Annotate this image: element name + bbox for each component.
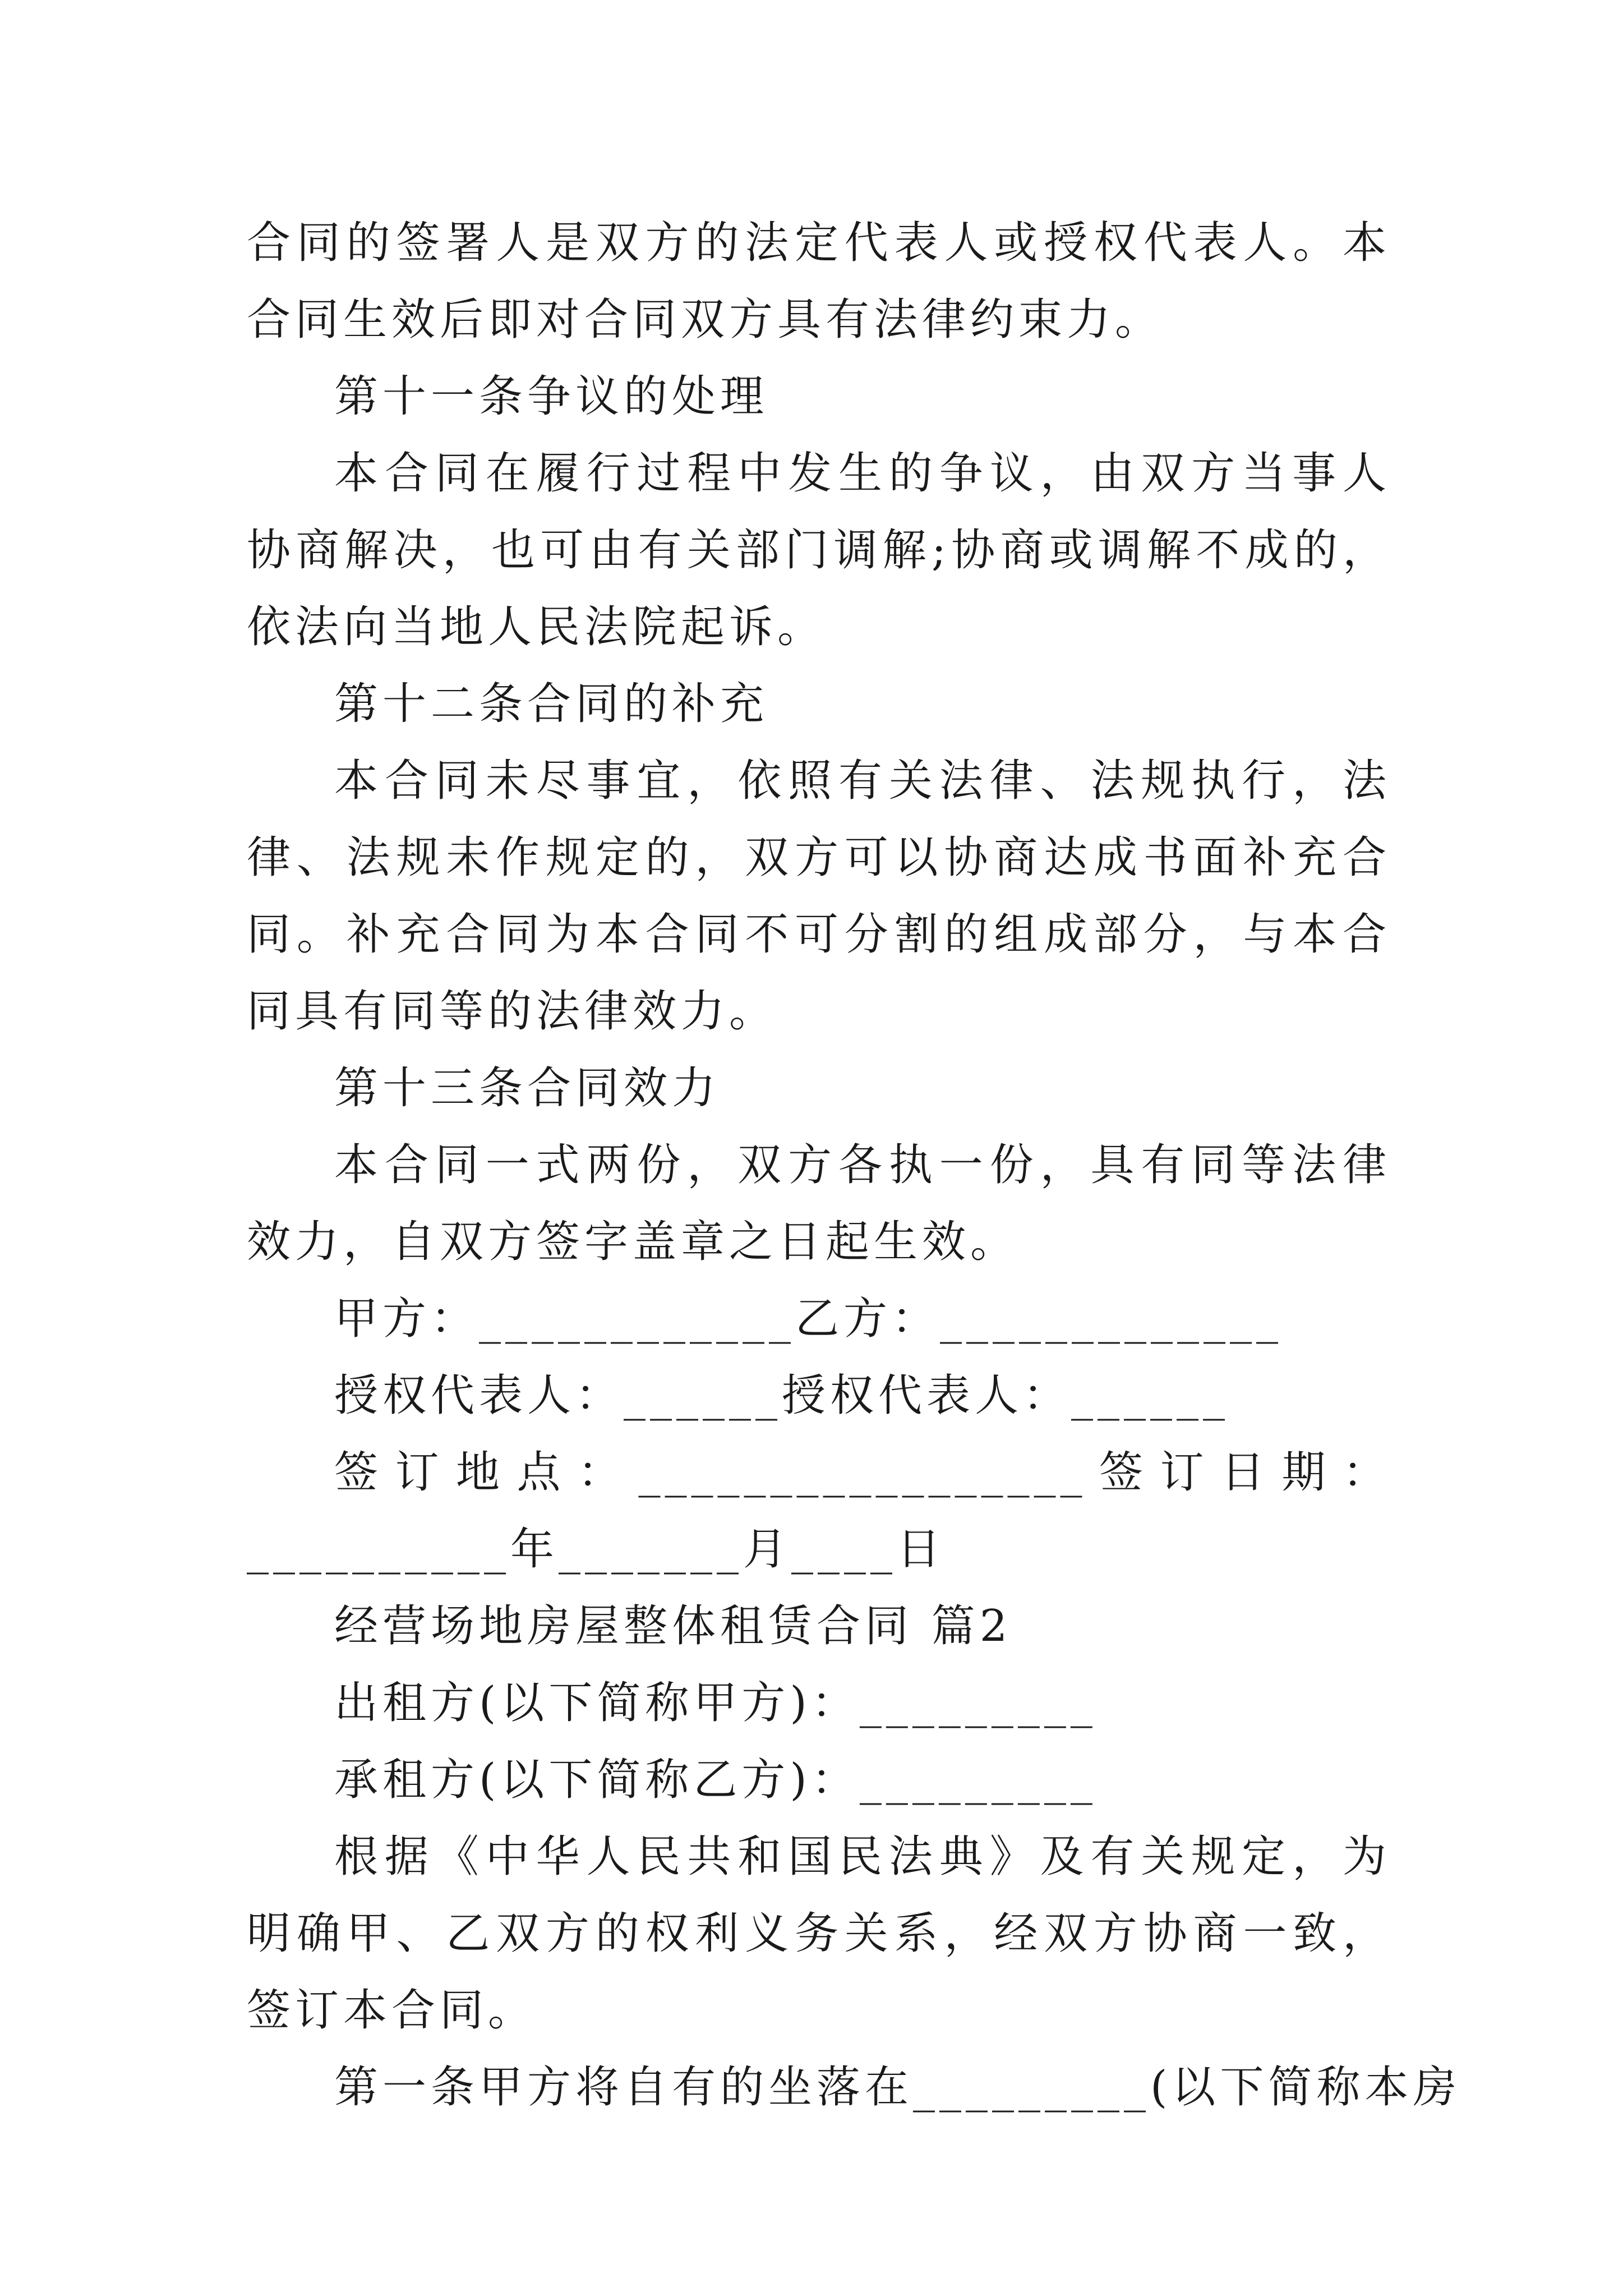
lessor-line: 出租方(以下简称甲方)：_________: [334, 1678, 1097, 1728]
paragraph-article-1-start: 第一条甲方将自有的坐落在_________(以下简称本房: [334, 2062, 1461, 2113]
document-body: [247, 205, 1461, 2126]
paragraph-validity: 本合同一式两份，双方各执一份，具有同等法律效力，自双方签字盖章之日起生效。: [247, 1140, 1391, 1267]
lessee-line: 承租方(以下简称乙方)：_________: [334, 1755, 1097, 1805]
signature-representatives-line: 授权代表人：______授权代表人：______: [334, 1370, 1230, 1421]
signature-parties-line: 甲方：____________乙方：_____________: [334, 1294, 1283, 1344]
paragraph-supplement: 本合同未尽事宜，依照有关法律、法规执行，法律、法规未作规定的，双方可以协商达成书面补充合同。补充合同为本合同不可分割的组成部分，与本合同具有同等的法律效力。: [247, 756, 1391, 1037]
heading-article-11: 第十一条争议的处理: [334, 371, 769, 422]
heading-article-12: 第十二条合同的补充: [334, 679, 769, 729]
paragraph-legal-basis: 根据《中华人民共和国民法典》及有关规定，为明确甲、乙双方的权利义务关系，经双方协商一致，签订本合同。: [247, 1832, 1391, 2036]
heading-article-13: 第十三条合同效力: [334, 1063, 721, 1114]
signature-place-date-line: 签订地点：_________________签订日期：__________年_______月____日: [247, 1447, 1391, 1575]
paragraph-dispute-resolution: 本合同在履行过程中发生的争议，由双方当事人协商解决，也可由有关部门调解;协商或调解不成的，依法向当地人民法院起诉。: [247, 448, 1391, 652]
section-title-part-2: 经营场地房屋整体租赁合同 篇2: [334, 1601, 1012, 1651]
paragraph-signatory-clause: 合同的签署人是双方的法定代表人或授权代表人。本合同生效后即对合同双方具有法律约束力。: [247, 218, 1391, 345]
